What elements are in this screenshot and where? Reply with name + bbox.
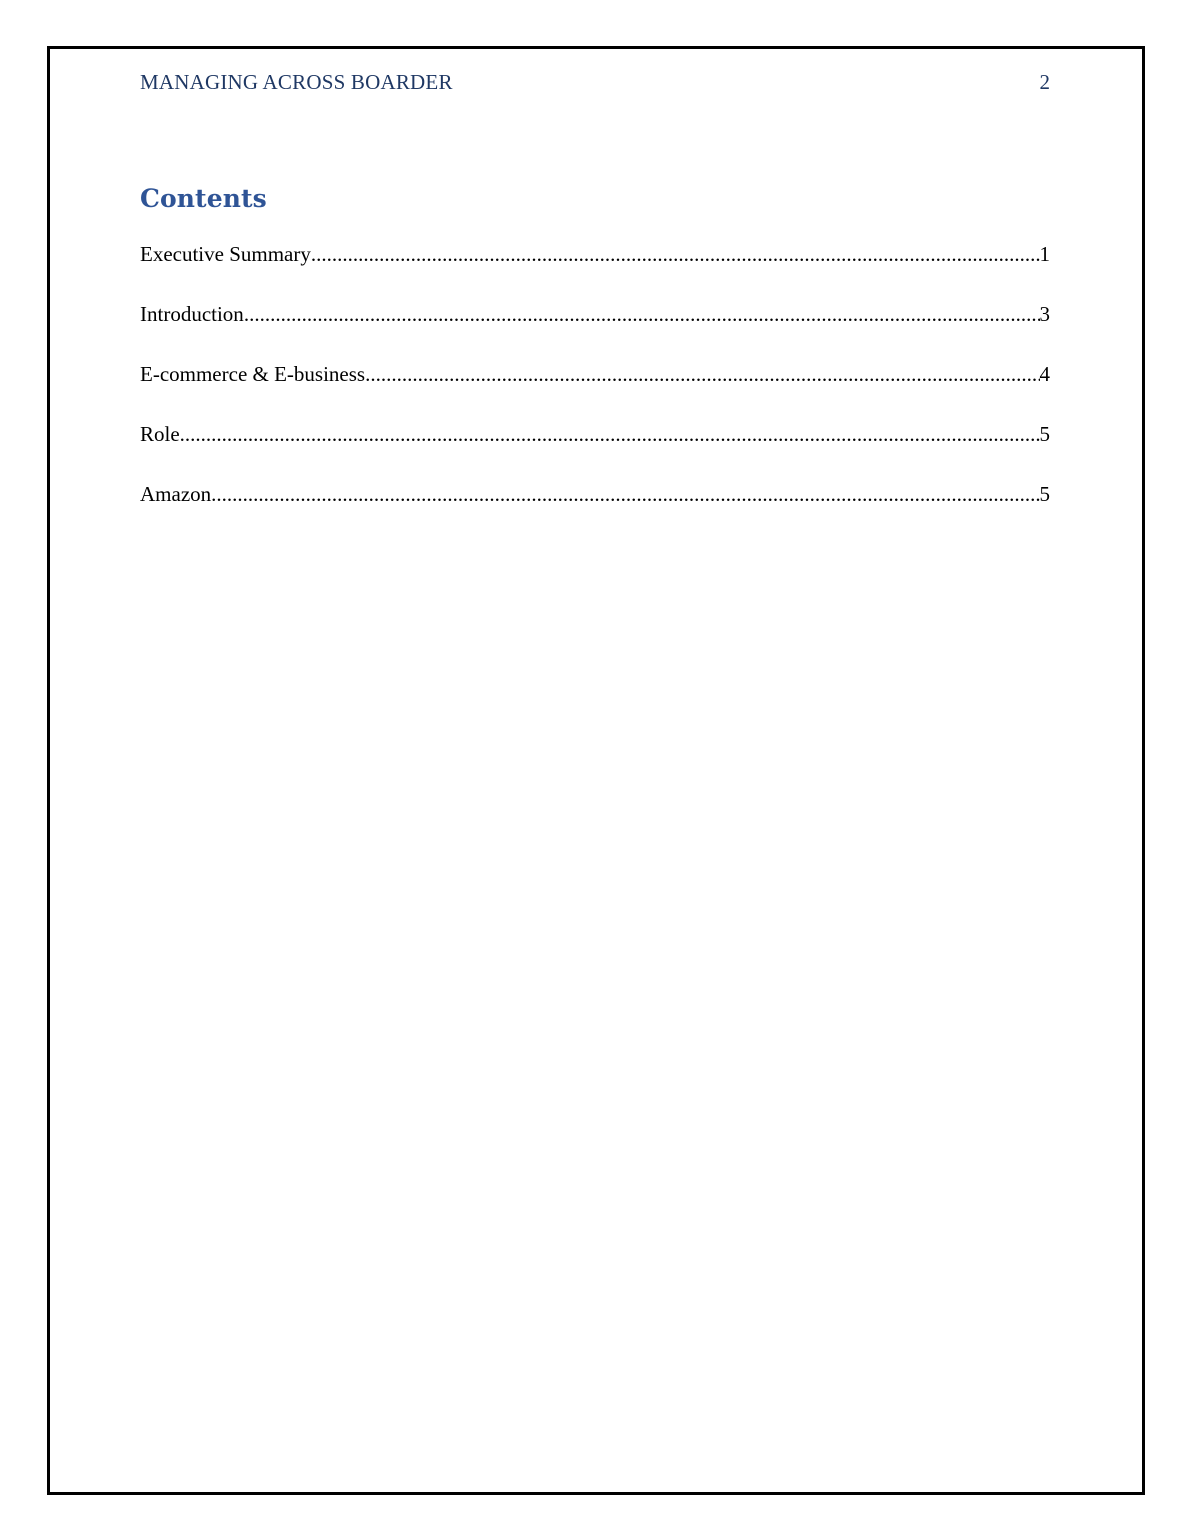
toc-entry-label: Role <box>140 422 180 446</box>
toc-entry-amazon[interactable] <box>140 482 1050 542</box>
toc-entry-executive-summary[interactable] <box>140 242 1050 302</box>
toc-entry-page: 5 <box>1039 422 1050 446</box>
toc-entry-label: Executive Summary <box>140 242 311 266</box>
toc-entry-page: 5 <box>1039 482 1050 506</box>
toc-entry-label: Introduction <box>140 302 244 326</box>
toc-entry-ecommerce-ebusiness[interactable] <box>140 362 1050 422</box>
toc-dot-leader <box>311 242 1040 267</box>
page-header <box>140 70 1050 98</box>
toc-entry-label: Amazon <box>140 482 212 506</box>
toc-dot-leader <box>211 482 1039 507</box>
toc-dot-leader <box>365 362 1039 387</box>
toc-heading: Contents <box>140 184 267 213</box>
toc-dot-leader <box>180 422 1040 447</box>
header-page-number: 2 <box>1039 70 1050 94</box>
toc-entry-label: E-commerce & E-business <box>140 362 366 386</box>
header-title: MANAGING ACROSS BOARDER <box>140 70 453 94</box>
table-of-contents <box>140 242 1050 542</box>
toc-entry-introduction[interactable] <box>140 302 1050 362</box>
toc-entry-page: 1 <box>1039 242 1050 266</box>
toc-entry-page: 4 <box>1039 362 1050 386</box>
toc-entry-page: 3 <box>1039 302 1050 326</box>
toc-dot-leader <box>244 302 1040 327</box>
toc-entry-role[interactable] <box>140 422 1050 482</box>
